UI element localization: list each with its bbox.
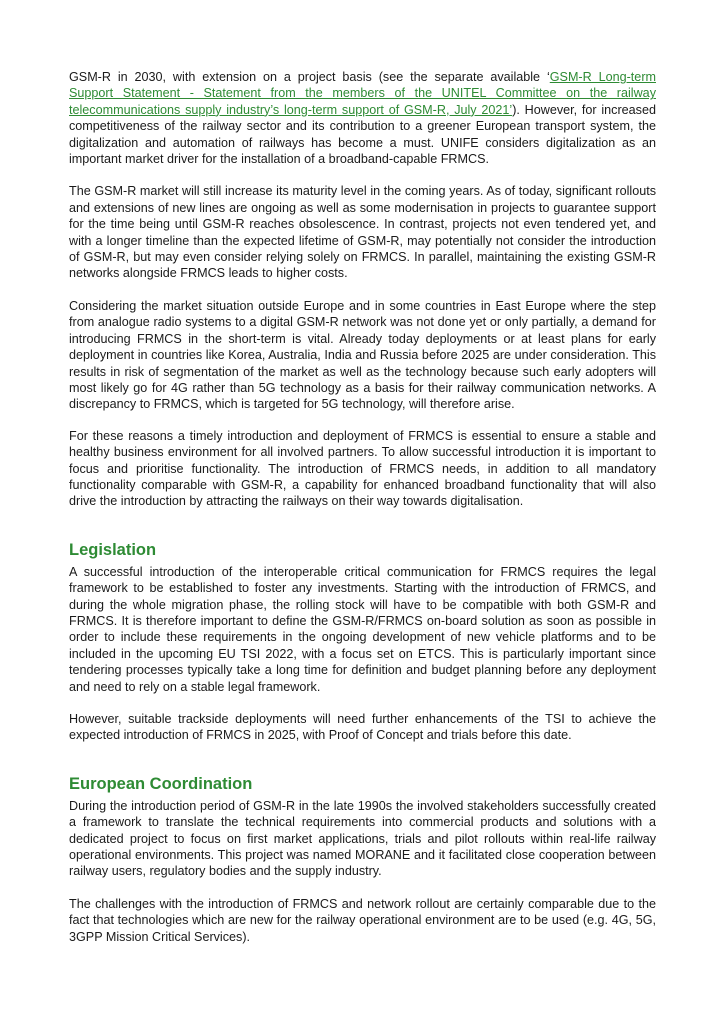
paragraph-trackside-deployments: However, suitable trackside deployments will need further enhancements of the TSI to achieve the expected introduction of FRMCS in 2025, with Proof of Concept and trials before this date.: [69, 712, 656, 743]
paragraph-gsmr-2030: [69, 69, 656, 167]
section-heading-legislation: Legislation: [69, 540, 157, 559]
paragraph-frmcs-challenges: The challenges with the introduction of FRMCS and network rollout are certainly comparable due to the fact that technologies which are new for the railway operational environment are to be used (e.g. 4G, 5G, 3GPP Mission Critical Services).: [69, 896, 656, 944]
paragraph-text: ). However, for increased competitiveness of the railway sector and its contribution to a greener European transport system, the digitalization and automation of railways has become a must. UNIFE considers digitalization as an important market driver for the installation of a broadband-capable FRMCS.: [69, 102, 656, 167]
paragraph-morane-project: During the introduction period of GSM-R in the late 1990s the involved stakeholders successfully created a framework to translate the technical requirements into commercial products and solutions with a dedicated project to focus on first market applications, trials and pilot rollouts within real-life railway operational environments. This project was named MORANE and it facilitated close cooperation between railway users, regulatory bodies and the supply industry.: [69, 798, 656, 879]
gsmr-support-statement-link[interactable]: GSM-R Long-term Support Statement - Statement from the members of the UNITEL Committee on the railway telecommunications supply industry’s long-term support of GSM-R, July 2021’: [69, 70, 656, 117]
paragraph-text: GSM-R in 2030, with extension on a project basis (see the separate available ‘: [69, 70, 550, 84]
paragraph-market-outside-europe: Considering the market situation outside Europe and in some countries in East Europe where the step from analogue radio systems to a digital GSM-R network was not done yet or only partially, a demand for introducing FRMCS in the short-term is vital. Already today deployments or at least plans for early deployment in countries like Korea, Australia, India and Russia before 2025 are under consideration. This results in risk of segmentation of the market as well as the technology because such early adopters will most likely go for 4G rather than 5G technology as a basis for their railway communication networks. A discrepancy to FRMCS, which is targeted for 5G technology, will therefore arise.: [69, 298, 656, 412]
paragraph-legal-framework: A successful introduction of the interoperable critical communication for FRMCS requires the legal framework to be established to foster any investments. Starting with the introduction of FRMCS, and during the whole migration phase, the rolling stock will have to be compatible with both GSM-R and FRMCS. It is therefore important to define the GSM-R/FRMCS on-board solution as soon as possible in order to include these requirements in the ongoing development of new vehicle platforms and to be included in the upcoming EU TSI 2022, with a focus set on ETCS. This is particularly important since tendering processes typically take a long time for definition and budget planning before any deployment and need to rely on a stable legal framework.: [69, 564, 656, 694]
paragraph-timely-introduction: For these reasons a timely introduction and deployment of FRMCS is essential to ensure a stable and healthy business environment for all involved partners. To allow successful introduction it is important to focus and prioritise functionality. The introduction of FRMCS needs, in addition to all mandatory functionality comparable with GSM-R, a capability for enhanced broadband functionality that will also drive the introduction by attracting the railways on their way towards digitalisation.: [69, 428, 656, 509]
section-heading-european-coordination: European Coordination: [69, 774, 253, 793]
paragraph-gsmr-market: The GSM-R market will still increase its maturity level in the coming years. As of today, significant rollouts and extensions of new lines are ongoing as well as some modernisation in projects to guarantee support for the time being until GSM-R reaches obsolescence. In contrast, projects not even tendered yet, and with a longer timeline than the expected lifetime of GSM-R, may potentially not consider the introduction of GSM-R, but may even consider relying solely on FRMCS. In parallel, maintaining the existing GSM-R networks alongside FRMCS leads to higher costs.: [69, 184, 656, 281]
